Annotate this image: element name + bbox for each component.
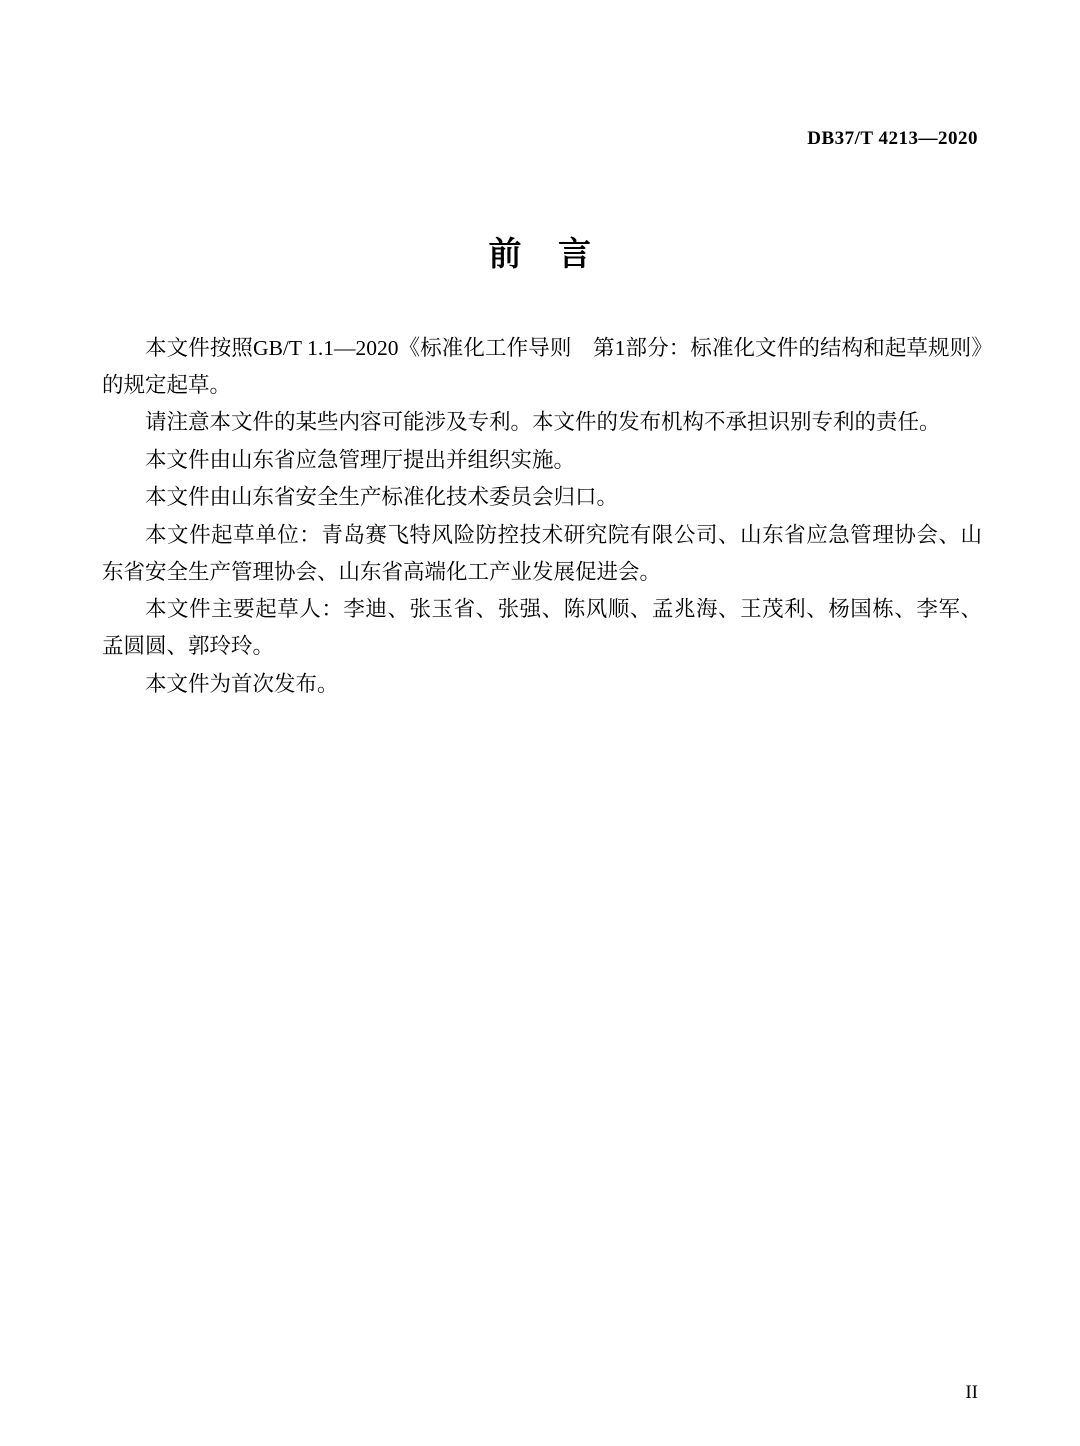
foreword-paragraph: 本文件按照GB/T 1.1—2020《标准化工作导则 第1部分：标准化文件的结构和起草规则》的规定起草。	[102, 336, 982, 397]
page-header-standard-number: DB37/T 4213—2020	[807, 128, 978, 149]
foreword-paragraph: 请注意本文件的某些内容可能涉及专利。本文件的发布机构不承担识别专利的责任。	[145, 410, 941, 435]
foreword-paragraph: 本文件主要起草人：李迪、张玉省、张强、陈风顺、孟兆海、王茂利、杨国栋、李军、孟圆圆、郭玲玲。	[102, 597, 982, 659]
foreword-paragraph: 本文件为首次发布。	[145, 671, 339, 696]
foreword-paragraph: 本文件由山东省应急管理厅提出并组织实施。	[145, 447, 576, 472]
foreword-paragraph: 本文件由山东省安全生产标准化技术委员会归口。	[145, 485, 619, 510]
page-title-char-1: 前	[488, 234, 522, 273]
foreword-body	[102, 330, 982, 703]
foreword-paragraph: 本文件起草单位：青岛赛飞特风险防控技术研究院有限公司、山东省应急管理协会、山东省安全生产管理协会、山东省高端化工产业发展促进会。	[102, 522, 982, 584]
page-title	[0, 228, 1080, 275]
page-number: II	[965, 1382, 978, 1403]
page-title-char-2: 言	[558, 234, 592, 273]
